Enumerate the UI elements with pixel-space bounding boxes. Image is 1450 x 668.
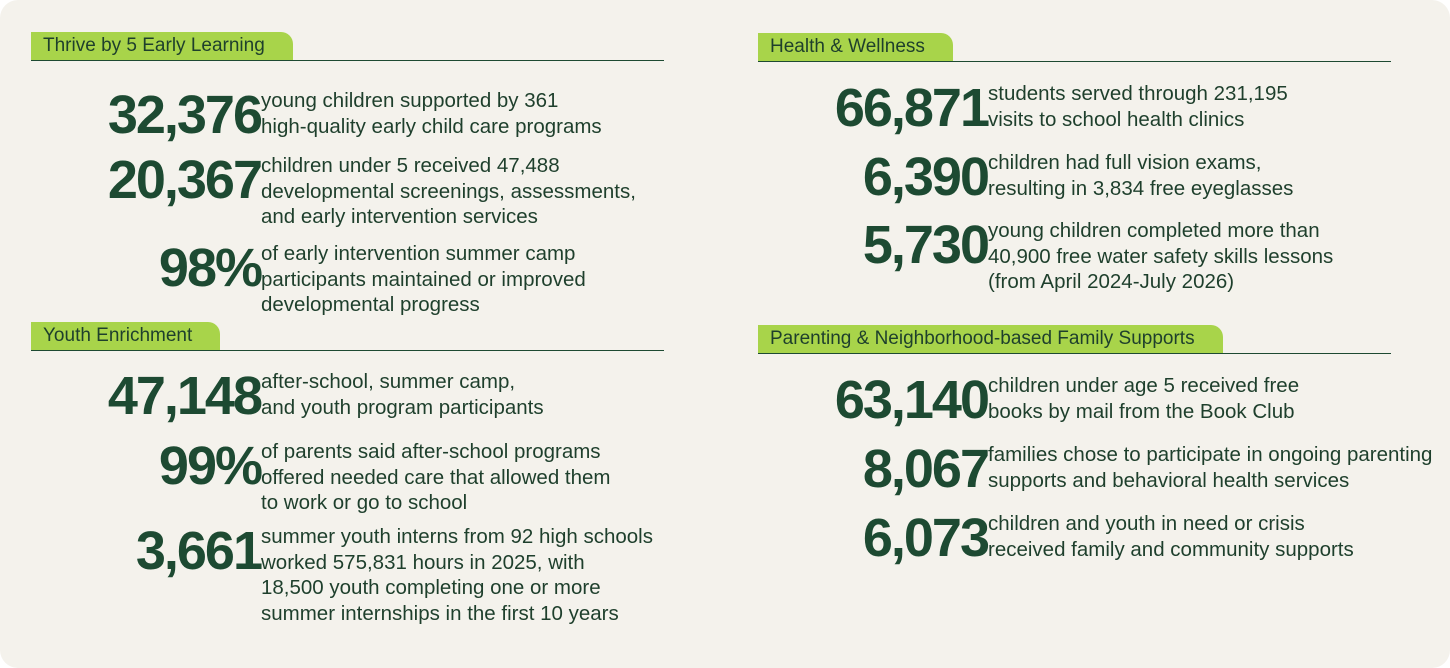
section-header [758, 32, 1391, 62]
stat-description-line: and youth program participants [261, 395, 544, 419]
stat-description-line: offered needed care that allowed them [261, 465, 611, 489]
stat-number: 5,730 [862, 215, 988, 275]
stat-number: 6,073 [862, 508, 988, 568]
stat-number: 63,140 [834, 370, 988, 430]
stat-number: 47,148 [107, 366, 261, 426]
stat-description-line: to work or go to school [261, 491, 468, 514]
stat-description [261, 524, 681, 626]
section-early-learning [31, 31, 664, 316]
section-title-tab: Thrive by 5 Early Learning [31, 32, 293, 60]
section-header [31, 321, 664, 351]
stat-description [988, 511, 1408, 562]
stat-description [988, 218, 1408, 295]
stat-description [261, 369, 681, 420]
stat-description-line: families chose to participate in ongoing parenting [988, 443, 1433, 466]
section-family-supports [758, 324, 1433, 568]
stat-number: 98% [158, 238, 261, 298]
stat-description-line: received family and community supports [988, 537, 1354, 561]
stat-description-line: high-quality early child care programs [261, 114, 602, 138]
stat-description-line: students served through 231,195 [988, 82, 1288, 105]
stat-description-line: books by mail from the Book Club [988, 399, 1295, 423]
stat-description-line: young children completed more than [988, 219, 1320, 242]
stat-description-line: (from April 2024-July 2026) [988, 270, 1235, 293]
stat-description-line: young children supported by 361 [261, 89, 559, 112]
stat-description [988, 150, 1408, 201]
stat-description [261, 153, 681, 230]
stat-description-line: visits to school health clinics [988, 107, 1245, 131]
stat-description-line: resulting in 3,834 free eyeglasses [988, 176, 1294, 200]
stat-description-line: supports and behavioral health services [988, 468, 1350, 492]
section-health-wellness [758, 32, 1391, 293]
stat-description [261, 439, 681, 516]
section-header [31, 31, 664, 61]
stat-description-line: of early intervention summer camp [261, 242, 576, 265]
section-header [758, 324, 1391, 354]
stat-description [988, 442, 1433, 493]
stat-description-line: children had full vision exams, [988, 151, 1262, 174]
stat-number: 3,661 [135, 521, 261, 581]
stat-description-line: 18,500 youth completing one or more [261, 576, 601, 599]
stat-description-line: of parents said after-school programs [261, 440, 601, 463]
section-title-tab: Parenting & Neighborhood-based Family Supports [758, 325, 1223, 353]
stat-description-line: after-school, summer camp, [261, 370, 516, 393]
stat-description-line: worked 575,831 hours in 2025, with [261, 550, 585, 574]
stat-number: 8,067 [862, 439, 988, 499]
stat-description [988, 81, 1408, 132]
stat-description-line: children and youth in need or crisis [988, 512, 1305, 535]
stat-number: 6,390 [862, 147, 988, 207]
section-title-tab: Health & Wellness [758, 33, 953, 61]
stat-description-line: participants maintained or improved [261, 267, 586, 291]
stat-description-line: children under age 5 received free [988, 374, 1300, 397]
stat-number: 99% [158, 436, 261, 496]
stat-description [988, 373, 1408, 424]
stat-description-line: developmental screenings, assessments, [261, 179, 636, 203]
stat-number: 66,871 [834, 78, 988, 138]
stat-description-line: developmental progress [261, 293, 480, 316]
stat-description-line: children under 5 received 47,488 [261, 154, 560, 177]
section-title-tab: Youth Enrichment [31, 322, 220, 350]
stat-description [261, 88, 681, 139]
section-youth-enrichment [31, 321, 664, 625]
stat-description-line: and early intervention services [261, 205, 538, 228]
stat-number: 20,367 [107, 150, 261, 210]
stat-number: 32,376 [107, 85, 261, 145]
stat-description-line: summer youth interns from 92 high schools [261, 525, 653, 548]
stat-description-line: 40,900 free water safety skills lessons [988, 244, 1334, 268]
stat-description [261, 241, 681, 318]
stat-description-line: summer internships in the first 10 years [261, 601, 619, 625]
